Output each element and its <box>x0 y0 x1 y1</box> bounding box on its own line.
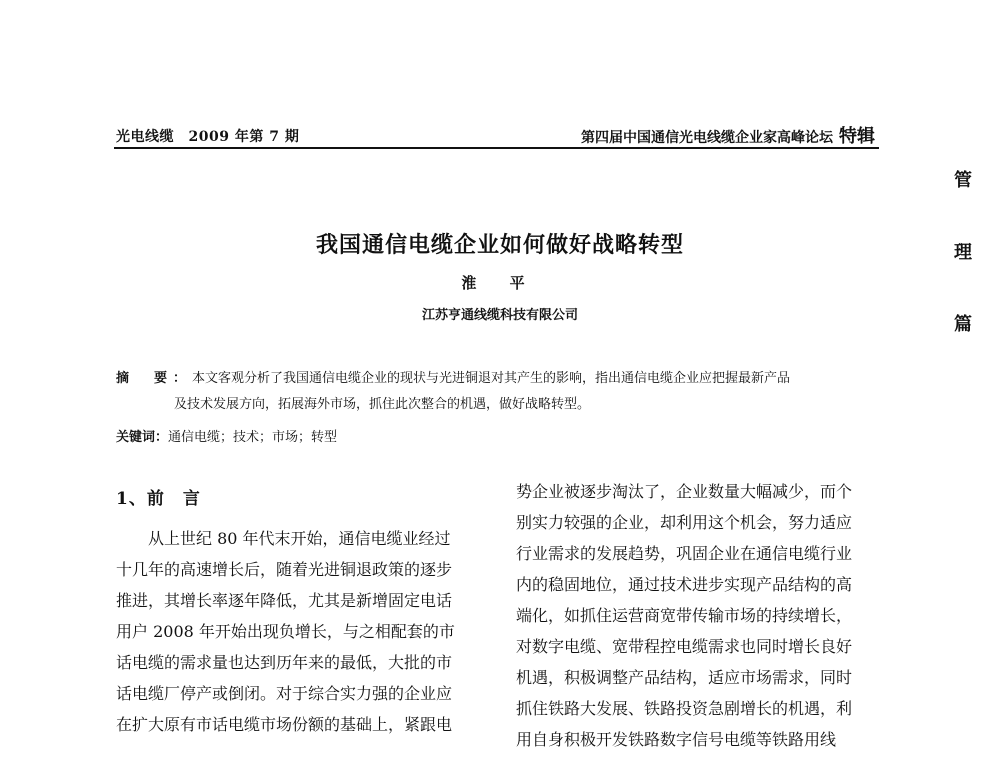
section-heading: 1、前 言 <box>116 489 201 509</box>
body-line: 行业需求的发展趋势，巩固企业在通信电缆行业 <box>516 544 853 563</box>
keywords <box>116 426 337 445</box>
body-line: 内的稳固地位，通过技术进步实现产品结构的高 <box>516 575 853 594</box>
keywords-label: 关键词： <box>116 430 169 445</box>
journal-issue: 光电线缆 2009 年第 7 期 <box>116 129 300 145</box>
body-column-left <box>116 523 478 740</box>
body-line: 话电缆的需求量也达到历年来的最低，大批的市 <box>116 653 453 672</box>
body-line: 势企业被逐步淘汰了，企业数量大幅减少，而个 <box>516 482 853 501</box>
body-line: 端化，如抓住运营商宽带传输市场的持续增长， <box>516 606 853 625</box>
side-label-3: 篇 <box>954 314 972 335</box>
author-affiliation: 江苏亨通线缆科技有限公司 <box>421 308 578 323</box>
body-column-right <box>516 476 882 755</box>
abstract-line-1: 本文客观分析了我国通信电缆企业的现状与光进铜退对其产生的影响，指出通信电缆企业应把握最新产品 <box>192 371 791 386</box>
body-line: 抓住铁路大发展、铁路投资急剧增长的机遇，利 <box>516 699 853 718</box>
body-line: 对数字电缆、宽带程控电缆需求也同时增长良好 <box>516 637 853 656</box>
body-line: 用自身积极开发铁路数字信号电缆等铁路用线 <box>516 730 837 749</box>
side-label-1: 管 <box>954 170 972 191</box>
abstract <box>116 366 886 418</box>
abstract-line-2: 及技术发展方向，拓展海外市场，抓住此次整合的机遇，做好战略转型。 <box>174 397 591 412</box>
body-line: 十几年的高速增长后，随着光进铜退政策的逐步 <box>116 560 453 579</box>
article-title: 我国通信电缆企业如何做好战略转型 <box>315 232 684 258</box>
author-name: 淮 平 <box>461 274 539 292</box>
body-line: 别实力较强的企业，却利用这个机会，努力适应 <box>516 513 853 532</box>
body-line: 从上世纪 80 年代末开始，通信电缆业经过 <box>148 529 451 548</box>
abstract-label: 摘 要： <box>116 371 193 386</box>
body-line: 推进，其增长率逐年降低，尤其是新增固定电话 <box>116 591 453 610</box>
body-line: 机遇，积极调整产品结构，适应市场需求，同时 <box>516 668 853 687</box>
special-issue-tag: 特辑 <box>839 126 875 147</box>
side-label-2: 理 <box>954 242 972 263</box>
body-line: 在扩大原有市话电缆市场份额的基础上，紧跟电 <box>116 715 453 734</box>
header-rule <box>114 147 879 149</box>
forum-title: 第四届中国通信光电线缆企业家高峰论坛 <box>581 130 833 146</box>
body-line: 话电缆厂停产或倒闭。对于综合实力强的企业应 <box>116 684 453 703</box>
keywords-text: 通信电缆；技术；市场；转型 <box>168 430 338 445</box>
forum-header <box>581 122 875 148</box>
body-line: 用户 2008 年开始出现负增长，与之相配套的市 <box>116 622 455 641</box>
